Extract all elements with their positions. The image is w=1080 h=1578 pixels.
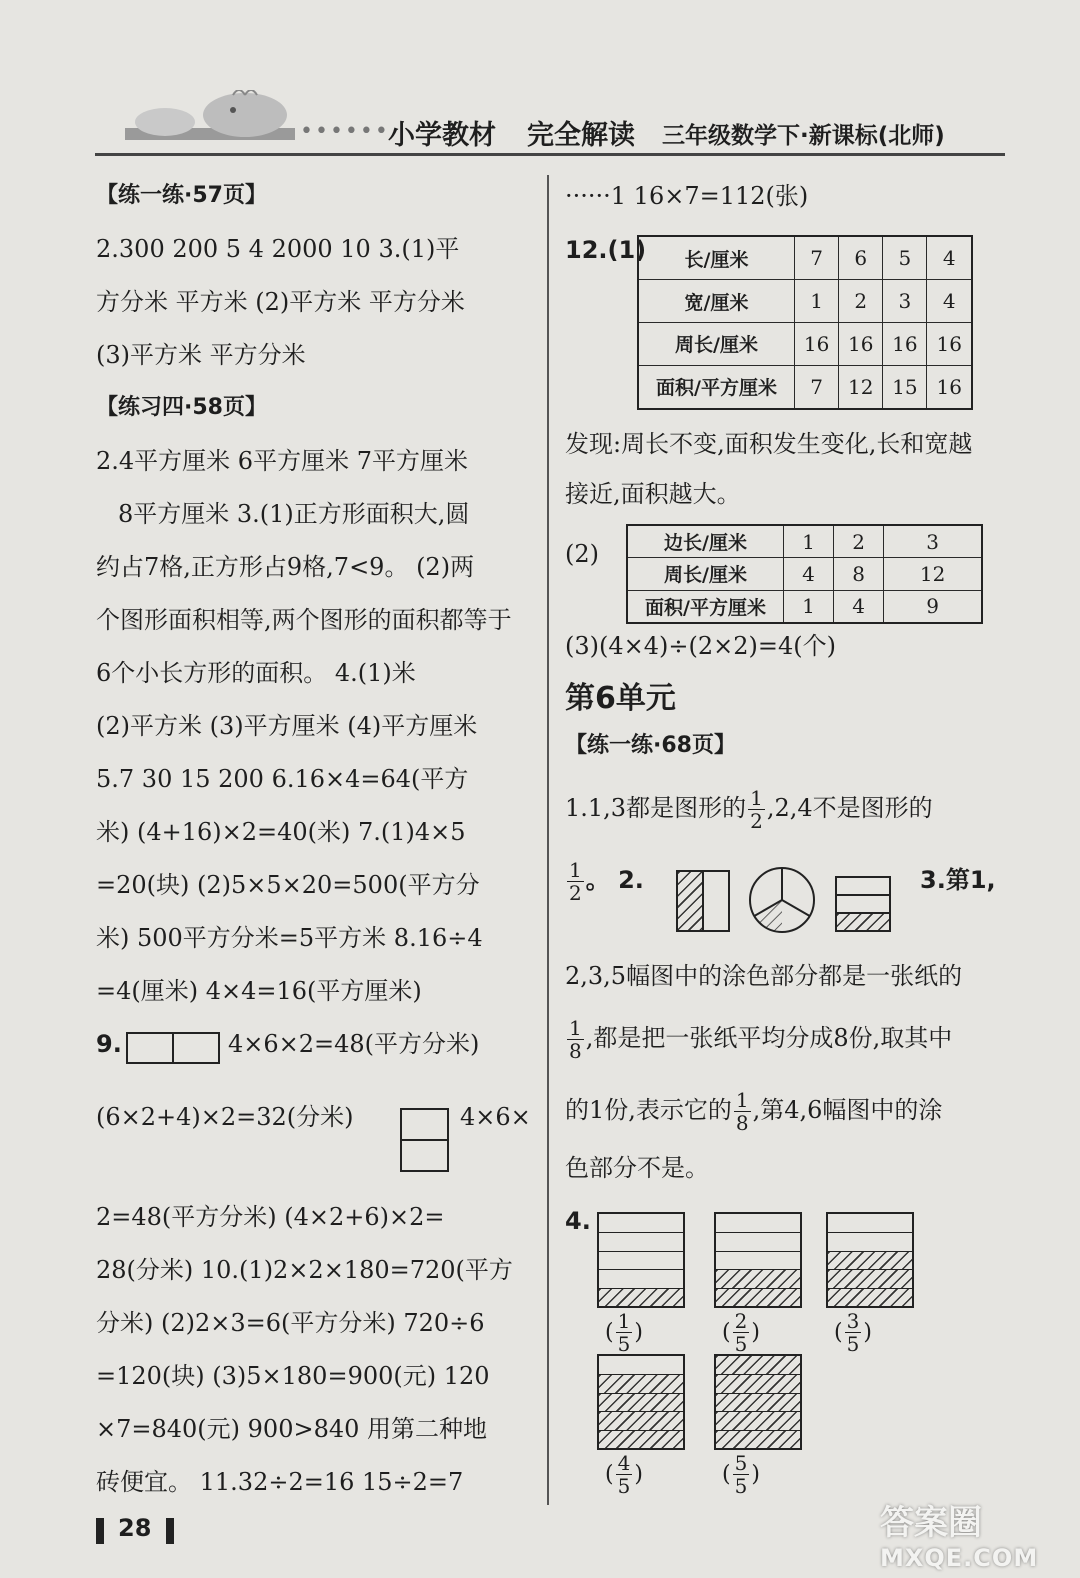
header-subtitle: 三年级数学下·新课标(北师) <box>662 123 945 149</box>
t1-cell: 面积/平方厘米 <box>638 365 795 409</box>
left-line-8: 个图形面积相等,两个图形的面积都等于 <box>96 606 512 634</box>
finding-line-1: 发现:周长不变,面积发生变化,长和宽越 <box>565 430 973 458</box>
left-line-5: 2.4平方厘米 6平方厘米 7平方厘米 <box>96 447 468 475</box>
q4-figure-row <box>716 1214 800 1232</box>
fraction-half: $\frac{1}{2}$ <box>750 786 763 833</box>
t2-cell: 面积/平方厘米 <box>627 590 784 623</box>
t2-cell: 4 <box>784 558 834 590</box>
t1-cell: 16 <box>883 322 927 365</box>
q4-figure-2 <box>714 1212 802 1308</box>
q2-line <box>565 852 644 908</box>
q4-figure-row <box>828 1232 912 1250</box>
fraction-eighth-2: $\frac{1}{8}$ <box>735 1088 749 1135</box>
t2-cell: 边长/厘米 <box>627 525 784 558</box>
q4-fraction-label: ( $\frac{3}{5}$ ) <box>834 1309 872 1356</box>
q1-text-b: ,2,4不是图形的 <box>766 794 933 822</box>
t2-cell: 4 <box>834 590 884 623</box>
t1-cell: 周长/厘米 <box>638 322 795 365</box>
q4-label: 4. <box>565 1207 591 1235</box>
q4-figure-row <box>599 1411 683 1429</box>
left-line-15: =4(厘米) 4×4=16(平方厘米) <box>96 977 422 1005</box>
left-line-10: (2)平方米 (3)平方厘米 (4)平方厘米 <box>96 712 478 740</box>
figure-rect-divided <box>676 870 730 932</box>
q2-text: 。 2. <box>585 866 644 894</box>
q3-answer: (3)(4×4)÷(2×2)=4(个) <box>565 632 836 660</box>
q4-figure-row <box>828 1288 912 1306</box>
t1-cell: 7 <box>795 365 839 409</box>
t2-cell: 2 <box>834 525 884 558</box>
t1-cell: 16 <box>795 322 839 365</box>
t1-cell: 1 <box>795 280 839 323</box>
left-line-22: =120(块) (3)5×180=900(元) 120 <box>96 1362 490 1390</box>
q4-figure-row <box>599 1269 683 1287</box>
watermark <box>880 1495 1070 1575</box>
q4-figure-row <box>828 1269 912 1287</box>
left-line-9: 6个小长方形的面积。 4.(1)米 <box>96 659 416 687</box>
t1-cell: 5 <box>883 236 927 280</box>
q4-figure-row <box>599 1356 683 1374</box>
q2-label: (2) <box>565 540 599 568</box>
t1-cell: 2 <box>839 280 883 323</box>
right-line-l6: 色部分不是。 <box>565 1154 709 1182</box>
finding-line-2: 接近,面积越大。 <box>565 480 741 508</box>
q4-figure-row <box>716 1393 800 1411</box>
practice-heading: 【练一练·68页】 <box>565 733 736 758</box>
q1-line-eighth <box>565 1010 952 1066</box>
right-line-l3: 2,3,5幅图中的涂色部分都是一张纸的 <box>565 962 963 990</box>
q4-figure-row <box>828 1214 912 1232</box>
q4-figure-row <box>716 1411 800 1429</box>
t2-cell: 3 <box>884 525 982 558</box>
left-line-16: 4×6×2=48(平方分米) <box>228 1030 480 1058</box>
whale-logo <box>95 90 295 155</box>
q4-fraction-label: ( $\frac{4}{5}$ ) <box>605 1451 643 1498</box>
t1-cell: 6 <box>839 236 883 280</box>
q4-figure-row <box>716 1430 800 1448</box>
page-number: 28 <box>118 1514 152 1542</box>
watermark-top: 答案圈 <box>880 1503 982 1543</box>
fraction-half-2: $\frac{1}{2}$ <box>569 858 582 905</box>
q1-line <box>565 780 933 836</box>
table-square-dimensions <box>626 524 983 624</box>
header-title2: 完全解读 <box>527 120 635 151</box>
right-line-l4: ,都是把一张纸平均分成8份,取其中 <box>585 1024 953 1052</box>
q4-figure-row <box>716 1269 800 1287</box>
figure-circle-divided <box>748 866 816 934</box>
t2-cell: 9 <box>884 590 982 623</box>
header-bar <box>95 119 1005 155</box>
t1-cell: 4 <box>927 236 972 280</box>
q4-figure-row <box>716 1232 800 1250</box>
left-line-17: (6×2+4)×2=32(分米) <box>96 1103 354 1131</box>
left-line-24: 砖便宜。 11.32÷2=16 15÷2=7 <box>96 1468 464 1496</box>
right-line-r1: ······1 16×7=112(张) <box>565 182 809 210</box>
left-line-13: =20(块) (2)5×5×20=500(平方分 <box>96 871 480 899</box>
q1-line-eighth-2 <box>565 1082 942 1138</box>
table-rect-dimensions <box>637 235 973 410</box>
left-line-11: 5.7 30 15 200 6.16×4=64(平方 <box>96 765 469 793</box>
left-line-21: 分米) (2)2×3=6(平方分米) 720÷6 <box>96 1309 485 1337</box>
t2-cell: 1 <box>784 525 834 558</box>
left-line-12: 米) (4+16)×2=40(米) 7.(1)4×5 <box>96 818 466 846</box>
left-line-0: 【练一练·57页】 <box>96 183 267 208</box>
item-9-label: 9. <box>96 1030 122 1058</box>
left-line-19: 2=48(平方分米) (4×2+6)×2= <box>96 1203 445 1231</box>
q4-fraction-label: ( $\frac{5}{5}$ ) <box>722 1451 760 1498</box>
q4-figure-row <box>716 1356 800 1374</box>
left-line-3: (3)平方米 平方分米 <box>96 341 306 369</box>
left-line-7: 约占7格,正方形占9格,7<9。 (2)两 <box>96 553 475 581</box>
t2-cell: 12 <box>884 558 982 590</box>
q4-figure-3 <box>826 1212 914 1308</box>
unit-title: 第6单元 <box>565 681 676 716</box>
t1-cell: 长/厘米 <box>638 236 795 280</box>
q4-figure-row <box>599 1251 683 1269</box>
q4-fraction-label: ( $\frac{1}{5}$ ) <box>605 1309 643 1356</box>
header-title1: 小学教材 <box>388 120 496 151</box>
left-line-23: ×7=840(元) 900>840 用第二种地 <box>96 1415 488 1443</box>
left-line-14: 米) 500平方分米=5平方米 8.16÷4 <box>96 924 483 952</box>
t2-cell: 8 <box>834 558 884 590</box>
q4-fraction-label: ( $\frac{2}{5}$ ) <box>722 1309 760 1356</box>
q4-figure-row <box>599 1430 683 1448</box>
t1-cell: 16 <box>927 365 972 409</box>
q4-figure-row <box>716 1288 800 1306</box>
figure-rect-stripes <box>835 876 891 932</box>
q4-figure-row <box>599 1393 683 1411</box>
left-line-2: 方分米 平方米 (2)平方米 平方分米 <box>96 288 465 316</box>
t1-cell: 16 <box>839 322 883 365</box>
right-line-l5b: ,第4,6幅图中的涂 <box>752 1096 943 1124</box>
left-line-20: 28(分米) 10.(1)2×2×180=720(平方 <box>96 1256 513 1284</box>
left-line-1: 2.300 200 5 4 2000 10 3.(1)平 <box>96 235 460 263</box>
watermark-bottom: MXQE.COM <box>880 1544 1039 1572</box>
q4-figure-row <box>599 1288 683 1306</box>
column-divider <box>547 175 549 1505</box>
q1-text-a: 1.1,3都是图形的 <box>565 794 747 822</box>
q12-label: 12.(1) <box>565 236 647 264</box>
t1-cell: 12 <box>839 365 883 409</box>
t1-cell: 15 <box>883 365 927 409</box>
t1-cell: 宽/厘米 <box>638 280 795 323</box>
q4-figure-1 <box>597 1212 685 1308</box>
left-line-6: 8平方厘米 3.(1)正方形面积大,圆 <box>118 500 470 528</box>
t1-cell: 4 <box>927 280 972 323</box>
item-9-rect-figure <box>126 1032 220 1064</box>
q4-figure-row <box>716 1374 800 1392</box>
q4-figure-row <box>716 1251 800 1269</box>
t2-cell: 周长/厘米 <box>627 558 784 590</box>
q4-figure-row <box>599 1232 683 1250</box>
right-line-l5a: 的1份,表示它的 <box>565 1096 732 1124</box>
t1-cell: 16 <box>927 322 972 365</box>
fraction-eighth: $\frac{1}{8}$ <box>569 1016 582 1063</box>
q4-figure-row <box>599 1214 683 1232</box>
left-line-18: 4×6× <box>460 1103 531 1131</box>
t2-cell: 1 <box>784 590 834 623</box>
item-9-square-figure <box>400 1108 449 1172</box>
q4-figure-row <box>828 1251 912 1269</box>
q4-figure-row <box>599 1374 683 1392</box>
header-dots: •••••• <box>300 119 390 144</box>
t1-cell: 7 <box>795 236 839 280</box>
q3-label-text: 3.第1, <box>920 866 996 894</box>
q4-figure-4 <box>597 1354 685 1450</box>
t1-cell: 3 <box>883 280 927 323</box>
q4-figure-5 <box>714 1354 802 1450</box>
left-line-4: 【练习四·58页】 <box>96 395 267 420</box>
